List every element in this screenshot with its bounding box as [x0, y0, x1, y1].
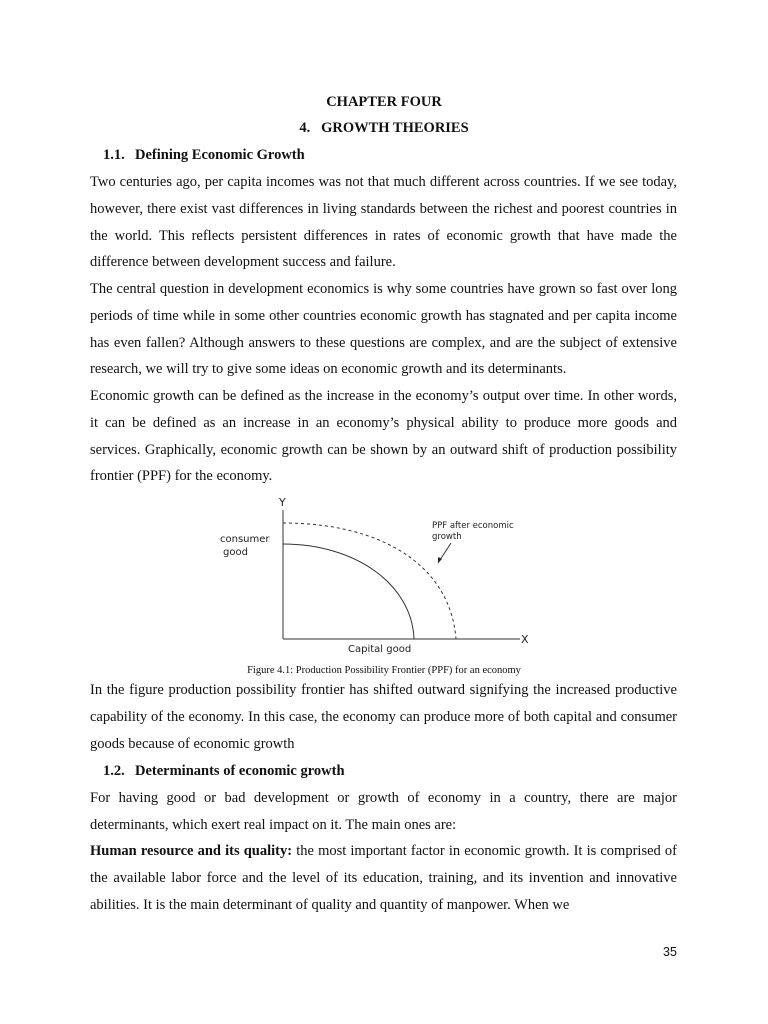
paragraph-growth-definition: Economic growth can be defined as the increase in the economy’s output over time. In other words, it can be defined as an increase in an economy’s physical ability to produce more goods and services. Graphically, economic growth can be shown by an outward shift of production possibility frontier (PPF) for the economy. [90, 388, 677, 485]
paragraph-figure-explanation: In the figure production possibility frontier has shifted outward signifying the increased productive capability of the economy. In this case, the economy can produce more of both capital and consumer goods because of economic growth [90, 682, 677, 752]
ppf-figure [210, 494, 540, 658]
human-resource-text: the most important factor in economic growth. It is comprised of the available labor force and the level of its education, training, and its invention and innovative abilities. It is the main determinant of quality and quantity of manpower. When we [90, 843, 677, 913]
y-label-consumer: consumer [220, 534, 270, 545]
section-number: 1.1. [103, 147, 125, 163]
ppf-original-curve [283, 544, 414, 639]
section-heading-1-1 [103, 147, 305, 164]
paragraph-determinants-intro: For having good or bad development or growth of economy in a country, there are major determinants, which exert real impact on it. The main ones are: [90, 790, 677, 833]
chapter-title-text: GROWTH THEORIES [321, 120, 469, 136]
ppf-chart [210, 494, 540, 658]
x-label-capital-good: Capital good [348, 644, 412, 655]
x-axis-label: X [521, 633, 529, 646]
annotation-line-1: PPF after economic [432, 521, 514, 531]
paragraph-human-resource [90, 838, 677, 918]
ppf-after-growth-curve [283, 523, 456, 639]
human-resource-label: Human resource and its quality: [90, 843, 293, 859]
section-title: Defining Economic Growth [135, 147, 305, 163]
paragraph-centuries: Two centuries ago, per capita incomes was not that much different across countries. If we see today, however, there exist vast differences in living standards between the richest and poorest countries in the world. This reflects persistent differences in rates of economic growth that have made the difference between development success and failure. [90, 174, 677, 271]
paragraph-central-question: The central question in development economics is why some countries have grown so fast over long periods of time while in some other countries economic growth has stagnated and per capita income has even fallen? Although answers to these questions are complex, and are the subject of extensive research, we will try to give some ideas on economic growth and its determinants. [90, 281, 677, 378]
chapter-title [0, 120, 768, 137]
chapter-title-number: 4. [299, 120, 311, 136]
figure-caption: Figure 4.1: Production Possibility Frontier (PPF) for an economy [247, 665, 521, 676]
section-title: Determinants of economic growth [135, 763, 345, 779]
y-label-good: good [223, 547, 248, 558]
section-number: 1.2. [103, 763, 125, 779]
section-heading-1-2 [103, 763, 345, 780]
chapter-label: CHAPTER FOUR [326, 94, 442, 110]
y-axis-label: Y [279, 496, 286, 509]
annotation-line-2: growth [432, 532, 462, 542]
page-number: 35 [663, 945, 677, 959]
